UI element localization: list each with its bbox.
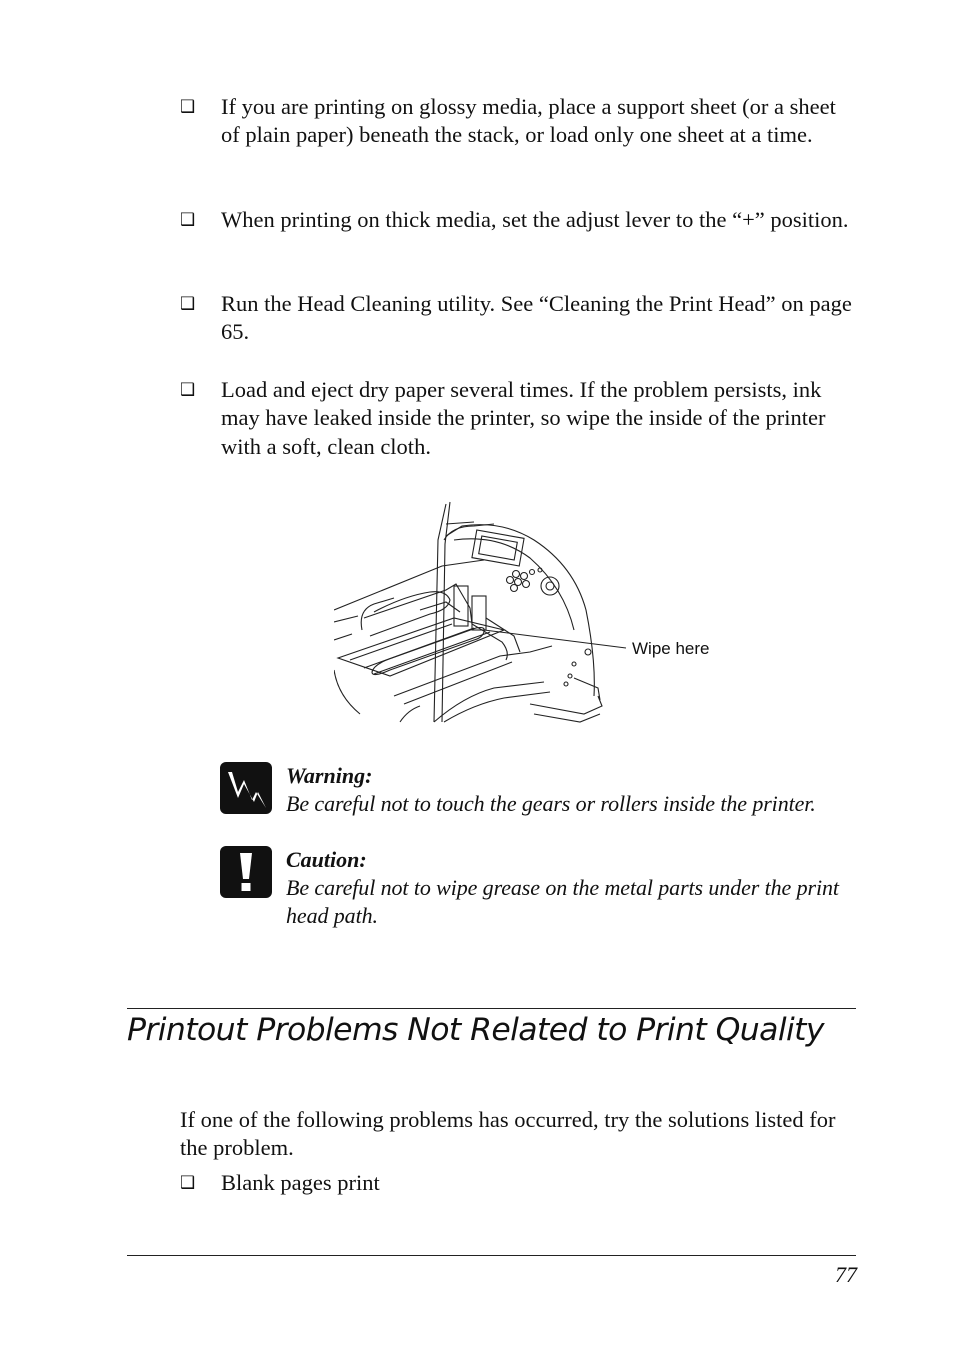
list-item: [180, 290, 860, 347]
footer-rule: [127, 1255, 856, 1256]
figure-callout-label: Wipe here: [632, 639, 710, 658]
checkbox-bullet-icon: ❑: [180, 380, 196, 400]
checkbox-bullet-icon: ❑: [180, 210, 196, 230]
list-item-text: Blank pages print: [221, 1170, 380, 1195]
checkbox-bullet-icon: ❑: [180, 97, 196, 117]
list-item: [180, 206, 860, 234]
printer-drawing: [334, 500, 734, 726]
list-item: [180, 376, 860, 461]
list-item-text: When printing on thick media, set the adjust lever to the “+” position.: [221, 207, 849, 232]
list-item: [180, 1169, 860, 1197]
warning-lightning-icon: [220, 762, 272, 814]
caution-text: Be careful not to wipe grease on the metal parts under the print head path.: [286, 875, 839, 928]
warning-note: [220, 762, 880, 822]
printer-illustration: [334, 500, 734, 726]
checkbox-bullet-icon: ❑: [180, 1173, 196, 1193]
checkbox-bullet-icon: ❑: [180, 294, 196, 314]
list-item-text: Load and eject dry paper several times. If the problem persists, ink may have leaked inside the printer, so wipe the inside of the printer with a soft, clean cloth.: [221, 377, 826, 459]
page-number: 77: [835, 1262, 857, 1287]
warning-text: Be careful not to touch the gears or rollers inside the printer.: [286, 791, 816, 816]
warning-title: Warning:: [286, 763, 373, 788]
list-item-text: If you are printing on glossy media, place a support sheet (or a sheet of plain paper) beneath the stack, or load only one sheet at a time.: [221, 94, 836, 148]
list-item-text: Run the Head Cleaning utility. See “Cleaning the Print Head” on page 65.: [221, 291, 852, 345]
list-item: [180, 93, 860, 150]
caution-exclamation-icon: [220, 846, 272, 898]
caution-note: [220, 846, 880, 936]
section-intro: If one of the following problems has occurred, try the solutions listed for the problem.: [180, 1106, 836, 1160]
caution-title: Caution:: [286, 847, 367, 872]
section-heading: Printout Problems Not Related to Print Quality: [127, 1012, 824, 1048]
